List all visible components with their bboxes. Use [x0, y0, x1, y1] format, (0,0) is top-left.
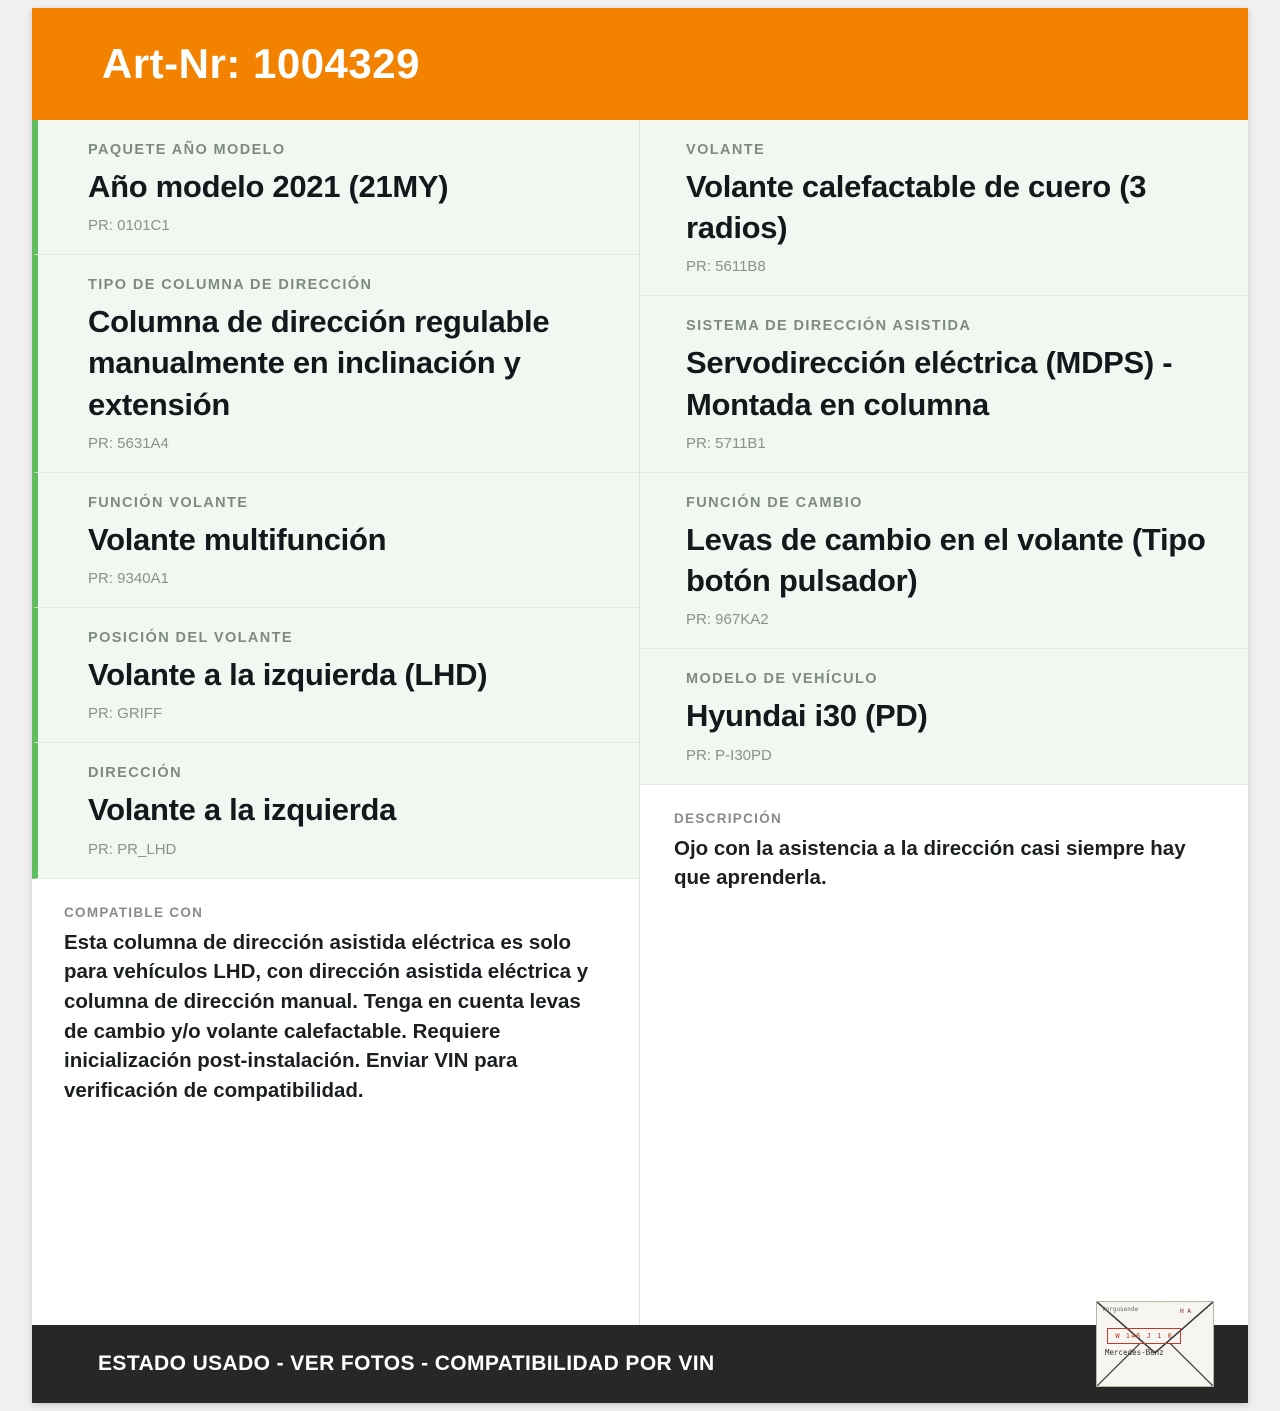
spec-value: Volante a la izquierda [88, 792, 397, 828]
right-spec-list [640, 120, 1248, 785]
spec-label: FUNCIÓN DE CAMBIO [686, 494, 863, 511]
spec-label: FUNCIÓN VOLANTE [88, 494, 249, 511]
spec-card [32, 473, 639, 608]
header-bar [32, 8, 1248, 120]
spec-card [32, 120, 639, 255]
left-column [32, 120, 640, 1325]
spec-label: MODELO DE VEHÍCULO [686, 671, 878, 688]
envelope-stamp-icon [1096, 1301, 1214, 1387]
spec-card [32, 743, 639, 878]
spec-value: Columna de dirección regulable manualmente en inclinación y extensión [88, 304, 550, 422]
spec-value: Levas de cambio en el volante (Tipo botón pulsador) [686, 521, 1206, 599]
spec-value: Volante calefactable de cuero (3 radios) [686, 169, 1147, 246]
note-text: Esta columna de dirección asistida eléctrica es solo para vehículos LHD, con dirección asistida eléctrica y columna de dirección manual. Tenga en cuenta levas de cambio y/o volante calefactable. Requiere inicialización post-instalación. Enviar VIN para verificación de compatibilidad. [64, 930, 589, 1103]
spec-value: Hyundai i30 (PD) [686, 698, 928, 734]
spec-label: POSICIÓN DEL VOLANTE [88, 630, 293, 647]
spec-card [32, 255, 639, 473]
spec-label: PAQUETE AÑO MODELO [88, 142, 286, 158]
stamp-top-left-text: Vorgusende [1102, 1306, 1139, 1313]
footer-bar [32, 1306, 1248, 1403]
spec-pr-code: PR: 5631A4 [88, 434, 169, 452]
spec-card [640, 473, 1248, 649]
spec-pr-code: PR: 967KA2 [686, 611, 769, 629]
spec-pr-code: PR: 9340A1 [88, 570, 169, 588]
spec-card [640, 649, 1248, 784]
spec-value: Servodirección eléctrica (MDPS) - Montada en columna [686, 345, 1173, 422]
spec-value: Año modelo 2021 (21MY) [88, 169, 449, 204]
spec-label: VOLANTE [686, 142, 766, 158]
left-spec-list [32, 120, 639, 879]
spec-pr-code: PR: GRIFF [88, 705, 163, 723]
listing-sheet [32, 8, 1248, 1403]
spec-value: Volante multifunción [88, 521, 387, 557]
spec-pr-code: PR: 5611B8 [686, 258, 766, 276]
spec-card [640, 296, 1248, 472]
stamp-red-code: W 146 J 1 0 [1107, 1328, 1181, 1344]
description-note [640, 785, 1248, 1325]
stamp-top-right-text: H A [1180, 1308, 1191, 1315]
footer-text: ESTADO USADO - VER FOTOS - COMPATIBILIDAD POR VIN [98, 1352, 715, 1375]
stamp-brand-text: Mercedes-Benz [1105, 1348, 1164, 1357]
compatibility-note [32, 879, 639, 1325]
spec-pr-code: PR: 5711B1 [686, 434, 766, 452]
note-text: Ojo con la asistencia a la dirección casi siempre hay que aprenderla. [674, 836, 1186, 890]
note-label: COMPATIBLE CON [64, 904, 204, 920]
spec-pr-code: PR: P-I30PD [686, 746, 772, 764]
spec-pr-code: PR: 0101C1 [88, 217, 170, 235]
spec-label: TIPO DE COLUMNA DE DIRECCIÓN [88, 277, 373, 294]
spec-card [640, 120, 1248, 296]
right-column [640, 120, 1248, 1325]
note-label: DESCRIPCIÓN [674, 810, 783, 826]
spec-card [32, 608, 639, 743]
spec-label: SISTEMA DE DIRECCIÓN ASISTIDA [686, 318, 972, 335]
page-title: Art-Nr: 1004329 [102, 40, 420, 87]
spec-label: DIRECCIÓN [88, 765, 182, 782]
spec-value: Volante a la izquierda (LHD) [88, 657, 488, 693]
envelope-flap-icon [1097, 1302, 1213, 1386]
spec-pr-code: PR: PR_LHD [88, 840, 177, 858]
spec-columns [32, 120, 1248, 1325]
